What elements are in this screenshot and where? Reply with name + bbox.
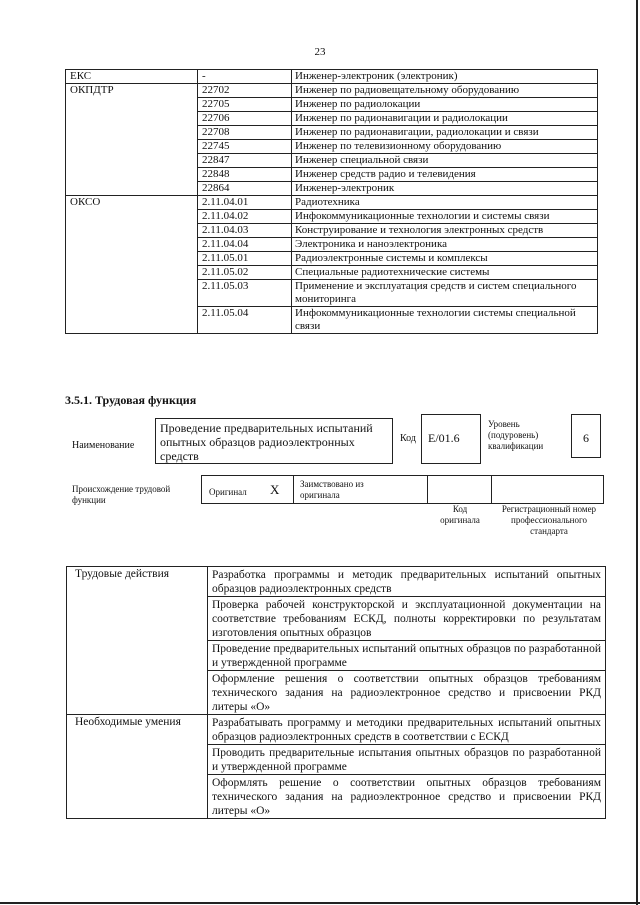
code-original-label: Код оригинала	[440, 504, 480, 525]
classifier-code-cell: 22706	[198, 112, 292, 126]
classifier-name-cell: Конструирование и технология электронных средств	[292, 224, 598, 238]
required-skill-category: Необходимые умения	[67, 715, 208, 819]
classifier-code-cell: 22847	[198, 154, 292, 168]
classifier-code-cell: 22864	[198, 182, 292, 196]
classifier-code-cell: 2.11.04.02	[198, 210, 292, 224]
reg-number-label: Регистрационный номер профессионального стандарта	[501, 504, 597, 536]
labor-action-text: Проверка рабочей конструкторской и эксплуатационной документации на соответствие требованиям ЕСКД, полноты корректировки по результатам изготовления опытных образцов	[208, 597, 606, 641]
classifier-name-cell: Инженер специальной связи	[292, 154, 598, 168]
classifier-name-cell: Электроника и наноэлектроника	[292, 238, 598, 252]
page-edge-right	[636, 0, 638, 905]
classifier-name-cell: Инфокоммуникационные технологии системы специальной связи	[292, 307, 598, 334]
code-label: Код	[400, 433, 416, 444]
level-value: 6	[583, 431, 589, 445]
classifier-code-cell: 2.11.05.03	[198, 280, 292, 307]
table-row	[66, 84, 598, 98]
classifier-category-cell: ОКПДТР	[66, 84, 198, 196]
name-label: Наименование	[72, 440, 135, 451]
classifier-code-cell: 22708	[198, 126, 292, 140]
table-row	[66, 70, 598, 84]
table-row	[67, 567, 606, 597]
classifier-name-cell: Инженер по радионавигации, радиолокации и связи	[292, 126, 598, 140]
original-mark: X	[270, 482, 280, 497]
classifier-name-cell: Радиотехника	[292, 196, 598, 210]
classifier-code-cell: 2.11.05.04	[198, 307, 292, 334]
borrowed-label: Заимствовано из оригинала	[300, 479, 364, 500]
table-row	[67, 715, 606, 745]
classifier-code-cell: 2.11.04.03	[198, 224, 292, 238]
level-box	[571, 414, 601, 458]
classifier-name-cell: Инженер-электроник	[292, 182, 598, 196]
classifier-code-cell: 22705	[198, 98, 292, 112]
section-title: 3.5.1. Трудовая функция	[65, 393, 197, 407]
classifier-name-cell: Инженер по радионавигации и радиолокации	[292, 112, 598, 126]
labor-action-text: Разработка программы и методик предварительных испытаний опытных образцов радиоэлектронных средств	[208, 567, 606, 597]
original-cell	[201, 475, 294, 504]
classifier-name-cell: Инженер средств радио и телевидения	[292, 168, 598, 182]
classifier-name-cell: Инженер по радиовещательному оборудованию	[292, 84, 598, 98]
level-label: Уровень (подуровень) квалификации	[488, 419, 544, 451]
classifier-name-cell: Инфокоммуникационные технологии и системы связи	[292, 210, 598, 224]
required-skill-text: Оформлять решение о соответствии опытных образцов требованиям технического задания на радиоэлектронное средство и присвоении РКД литеры «О»	[208, 775, 606, 819]
classifier-category-cell: ОКСО	[66, 196, 198, 334]
page-number: 23	[314, 46, 326, 58]
labor-action-text: Проведение предварительных испытаний опытных образцов по разработанной и утвержденной программе	[208, 641, 606, 671]
classifier-code-cell: 22702	[198, 84, 292, 98]
function-name-box	[155, 418, 393, 464]
classifier-code-cell: 22848	[198, 168, 292, 182]
classifier-name-cell: Радиоэлектронные системы и комплексы	[292, 252, 598, 266]
original-label: Оригинал	[209, 487, 247, 497]
labor-action-category: Трудовые действия	[67, 567, 208, 715]
page-edge-bottom	[0, 902, 640, 904]
function-code-value: E/01.6	[428, 431, 460, 445]
function-name-value: Проведение предварительных испытаний опытных образцов радиоэлектронных средств	[160, 421, 373, 463]
classifier-code-cell: 2.11.04.01	[198, 196, 292, 210]
borrowed-cell	[293, 475, 428, 504]
reg-number-cell	[491, 475, 604, 504]
table-row	[66, 196, 598, 210]
classifier-name-cell: Инженер по телевизионному оборудованию	[292, 140, 598, 154]
classifier-code-cell: 22745	[198, 140, 292, 154]
required-skill-text: Разрабатывать программу и методики предварительных испытаний опытных образцов радиоэлектронных средств в соответствии с ЕСКД	[208, 715, 606, 745]
function-code-box	[421, 414, 481, 464]
classifier-name-cell: Специальные радиотехнические системы	[292, 266, 598, 280]
classifier-name-cell: Инженер по радиолокации	[292, 98, 598, 112]
labor-actions-table	[66, 566, 606, 819]
classifier-name-cell: Инженер-электроник (электроник)	[292, 70, 598, 84]
labor-action-text: Оформление решения о соответствии опытных образцов требованиям технического задания на радиоэлектронное средство и присвоении РКД литеры «О»	[208, 671, 606, 715]
classifier-category-cell: ЕКС	[66, 70, 198, 84]
classifier-codes-table	[65, 69, 598, 334]
required-skill-text: Проводить предварительные испытания опытных образцов по разработанной и утвержденной программе	[208, 745, 606, 775]
classifier-name-cell: Применение и эксплуатация средств и систем специального мониторинга	[292, 280, 598, 307]
classifier-code-cell: 2.11.05.02	[198, 266, 292, 280]
classifier-code-cell: -	[198, 70, 292, 84]
origin-label: Происхождение трудовой функции	[72, 484, 171, 505]
classifier-code-cell: 2.11.04.04	[198, 238, 292, 252]
code-original-cell	[427, 475, 492, 504]
classifier-code-cell: 2.11.05.01	[198, 252, 292, 266]
